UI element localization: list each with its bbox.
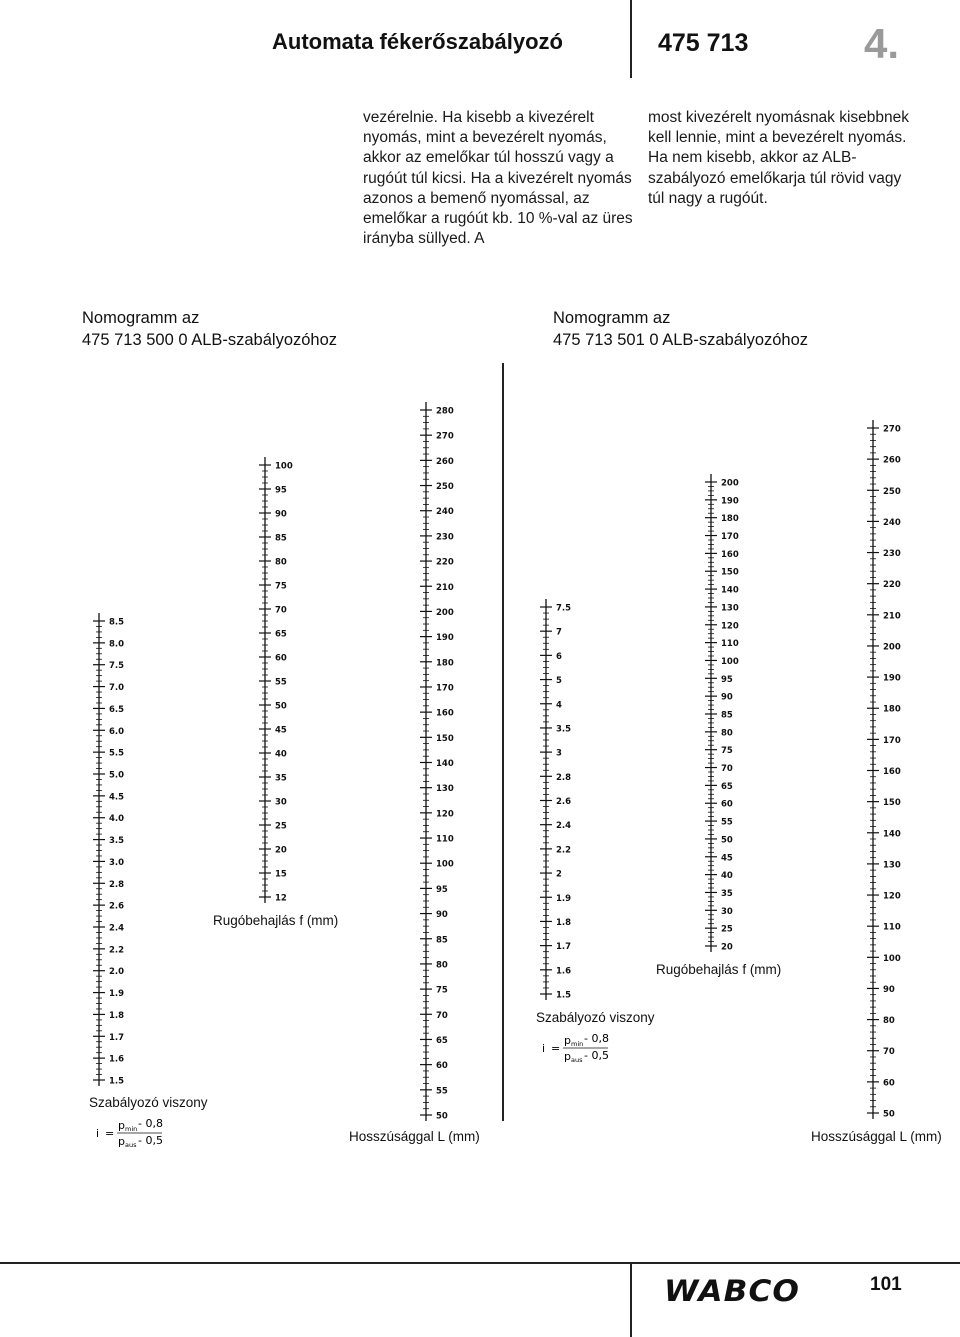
scale-label: 25 bbox=[275, 821, 287, 832]
formula-eq: = bbox=[105, 1127, 115, 1140]
scale-label: 2.4 bbox=[109, 923, 125, 934]
scale-label: 2.2 bbox=[109, 945, 125, 956]
scale-label: 45 bbox=[275, 725, 287, 736]
formula-num-p: p bbox=[118, 1119, 125, 1132]
scale-label: 2.0 bbox=[109, 967, 125, 978]
scale-label: 35 bbox=[721, 888, 733, 899]
scale-label: 1.9 bbox=[109, 989, 125, 1000]
scale-label: 220 bbox=[436, 557, 454, 568]
scale-label: 170 bbox=[883, 735, 901, 746]
ratio-caption-right: Szabályozó viszony bbox=[536, 1010, 655, 1025]
scale-label: 140 bbox=[721, 585, 739, 596]
scale-label: 3 bbox=[556, 748, 562, 759]
scale-label: 80 bbox=[436, 960, 448, 971]
scale-label: 60 bbox=[721, 799, 733, 810]
scale-label: 200 bbox=[721, 478, 739, 489]
scale-label: 160 bbox=[883, 767, 901, 777]
scale-label: 90 bbox=[436, 910, 448, 921]
spring-caption-right: Rugóbehajlás f (mm) bbox=[656, 962, 782, 977]
scale-label: 160 bbox=[436, 708, 454, 719]
scale-label: 75 bbox=[721, 746, 733, 757]
ratio-formula-right bbox=[540, 1028, 620, 1068]
formula-den-rest: - 0,5 bbox=[138, 1134, 163, 1147]
scale-label: 170 bbox=[721, 532, 739, 543]
formula-den-sub: aus bbox=[571, 1056, 583, 1064]
scale-label: 180 bbox=[436, 658, 454, 669]
scale-label: 15 bbox=[275, 869, 287, 880]
scale-label: 90 bbox=[275, 509, 287, 520]
scale-label: 210 bbox=[883, 611, 901, 622]
scale-label: 75 bbox=[436, 985, 448, 996]
scale-label: 110 bbox=[721, 639, 739, 650]
ratio-scale-left bbox=[93, 613, 124, 1087]
scale-label: 260 bbox=[436, 456, 454, 467]
scale-label: 45 bbox=[721, 853, 733, 864]
body-text-left: vezérelnie. Ha kisebb a kivezérelt nyomás, mint a bevezérelt nyomás, akkor az emelőkar túl hosszú vagy a rugóút túl kicsi. Ha a kivezérelt nyomás azonos a bemenő nyomással, az emelőkar a rugóút kb. 10 %-val az üres irányba süllyed. A bbox=[363, 109, 633, 248]
scale-label: 150 bbox=[436, 733, 454, 744]
scale-label: 70 bbox=[436, 1010, 448, 1021]
scale-label: 160 bbox=[721, 549, 739, 560]
scale-label: 40 bbox=[721, 871, 733, 882]
scale-label: 150 bbox=[721, 567, 739, 578]
scale-label: 6.5 bbox=[109, 704, 125, 715]
scale-label: 110 bbox=[883, 922, 901, 933]
scale-label: 200 bbox=[436, 607, 454, 618]
scale-label: 4.0 bbox=[109, 814, 125, 825]
scale-label: 1.8 bbox=[556, 917, 572, 928]
scale-label: 60 bbox=[275, 653, 287, 664]
scale-label: 55 bbox=[275, 677, 287, 688]
scale-label: 220 bbox=[883, 580, 901, 591]
nomogram-title-line1: Nomogramm az bbox=[553, 309, 671, 327]
spring-caption-left: Rugóbehajlás f (mm) bbox=[213, 913, 339, 928]
scale-label: 60 bbox=[436, 1061, 448, 1072]
scale-label: 65 bbox=[275, 629, 287, 640]
scale-label: 120 bbox=[436, 809, 454, 820]
length-scale-right bbox=[867, 420, 901, 1120]
formula-den-sub: aus bbox=[125, 1141, 137, 1149]
scale-label: 30 bbox=[275, 797, 287, 808]
scale-label: 60 bbox=[883, 1078, 895, 1089]
scale-label: 8.0 bbox=[109, 639, 125, 650]
scale-label: 80 bbox=[721, 728, 733, 739]
formula-eq: = bbox=[551, 1042, 561, 1055]
scale-label: 1.9 bbox=[556, 893, 572, 904]
scale-label: 90 bbox=[721, 692, 733, 703]
formula-num-sub: min bbox=[571, 1040, 584, 1048]
scale-label: 2.6 bbox=[109, 901, 125, 912]
scale-label: 250 bbox=[883, 486, 901, 497]
scale-label: 1.5 bbox=[109, 1076, 125, 1087]
spring-scale-right bbox=[705, 474, 739, 953]
scale-label: 70 bbox=[883, 1047, 895, 1058]
scale-label: 5 bbox=[556, 676, 562, 687]
scale-label: 180 bbox=[721, 514, 739, 525]
scale-label: 65 bbox=[436, 1035, 448, 1046]
scale-label: 50 bbox=[883, 1109, 895, 1120]
scale-label: 25 bbox=[721, 924, 733, 935]
scale-label: 130 bbox=[883, 860, 901, 871]
scale-label: 2.8 bbox=[556, 772, 572, 783]
ratio-scale-right bbox=[540, 599, 571, 1001]
scale-label: 180 bbox=[883, 704, 901, 715]
scale-label: 1.6 bbox=[109, 1054, 125, 1065]
formula-num-p: p bbox=[564, 1034, 571, 1047]
scale-label: 130 bbox=[436, 784, 454, 795]
scale-label: 3.0 bbox=[109, 857, 125, 868]
scale-label: 270 bbox=[436, 431, 454, 442]
scale-label: 100 bbox=[275, 461, 293, 472]
wabco-logo-text: WABCO bbox=[664, 1274, 800, 1306]
page-number: 101 bbox=[870, 1274, 902, 1295]
formula-den-p: p bbox=[564, 1050, 571, 1063]
scale-label: 130 bbox=[721, 603, 739, 614]
scale-label: 70 bbox=[275, 605, 287, 616]
scale-label: 190 bbox=[883, 673, 901, 684]
scale-label: 100 bbox=[721, 656, 739, 667]
scale-label: 200 bbox=[883, 642, 901, 653]
scale-label: 4.5 bbox=[109, 792, 125, 803]
ratio-caption-left: Szabályozó viszony bbox=[89, 1095, 208, 1110]
scale-label: 100 bbox=[883, 953, 901, 964]
scale-label: 2.6 bbox=[556, 797, 572, 807]
scale-label: 40 bbox=[275, 749, 287, 760]
wabco-logo bbox=[664, 1274, 804, 1306]
scale-label: 95 bbox=[721, 674, 733, 685]
formula-num-rest: - 0,8 bbox=[584, 1032, 609, 1045]
scale-label: 1.5 bbox=[556, 990, 572, 1001]
scale-label: 50 bbox=[721, 835, 733, 846]
scale-label: 12 bbox=[275, 893, 287, 904]
scale-label: 30 bbox=[721, 906, 733, 917]
body-text-right: most kivezérelt nyomásnak kisebbnek kell lennie, mint a bevezérelt nyomás. Ha nem kisebb, akkor az ALB-szabályozó emelőkarja túl rövid vagy túl nagy a rugóút. bbox=[648, 109, 910, 207]
scale-label: 55 bbox=[721, 817, 733, 828]
scale-label: 140 bbox=[436, 759, 454, 769]
scale-label: 2.4 bbox=[556, 821, 572, 832]
scale-label: 5.5 bbox=[109, 748, 125, 759]
scale-label: 85 bbox=[721, 710, 733, 721]
formula-num-rest: - 0,8 bbox=[138, 1117, 163, 1130]
scale-label: 3.5 bbox=[556, 724, 572, 735]
scale-label: 90 bbox=[883, 984, 895, 995]
scale-label: 85 bbox=[275, 533, 287, 544]
scale-label: 150 bbox=[883, 798, 901, 809]
document-title: Automata fékerőszabályozó bbox=[272, 29, 563, 54]
scale-label: 50 bbox=[275, 701, 287, 712]
scale-label: 80 bbox=[883, 1016, 895, 1027]
ratio-formula-left bbox=[94, 1113, 174, 1153]
scale-label: 210 bbox=[436, 582, 454, 593]
scale-label: 1.6 bbox=[556, 966, 572, 977]
scale-label: 240 bbox=[883, 517, 901, 528]
formula-den-p: p bbox=[118, 1135, 125, 1148]
scale-label: 7.5 bbox=[109, 661, 125, 672]
scale-label: 2.8 bbox=[109, 879, 125, 890]
scale-label: 270 bbox=[883, 424, 901, 435]
length-scale-left bbox=[420, 402, 454, 1122]
scale-label: 170 bbox=[436, 683, 454, 694]
scale-label: 70 bbox=[721, 764, 733, 775]
scale-label: 5.0 bbox=[109, 770, 125, 781]
scale-label: 100 bbox=[436, 859, 454, 870]
scale-label: 6 bbox=[556, 651, 562, 662]
scale-label: 260 bbox=[883, 455, 901, 466]
scale-label: 20 bbox=[721, 942, 733, 953]
scale-label: 1.7 bbox=[109, 1032, 125, 1043]
scale-label: 120 bbox=[883, 891, 901, 902]
scale-label: 20 bbox=[275, 845, 287, 856]
scale-label: 7.5 bbox=[556, 603, 572, 614]
scale-label: 95 bbox=[275, 485, 287, 496]
length-caption-left: Hosszúsággal L (mm) bbox=[349, 1129, 480, 1144]
scale-label: 55 bbox=[436, 1086, 448, 1097]
scale-label: 3.5 bbox=[109, 836, 125, 847]
nomogram-title-line1: Nomogramm az bbox=[82, 309, 200, 327]
scale-label: 35 bbox=[275, 773, 287, 784]
chapter-number: 4. bbox=[864, 20, 900, 67]
scale-label: 230 bbox=[436, 532, 454, 543]
length-caption-right: Hosszúsággal L (mm) bbox=[811, 1129, 942, 1144]
scale-label: 85 bbox=[436, 935, 448, 946]
scale-label: 2 bbox=[556, 869, 562, 880]
scale-label: 80 bbox=[275, 557, 287, 568]
scale-label: 1.7 bbox=[556, 942, 572, 953]
product-code: 475 713 bbox=[658, 29, 749, 57]
scale-label: 2.2 bbox=[556, 845, 572, 856]
nomogram-title-line2: 475 713 500 0 ALB-szabályozóhoz bbox=[82, 331, 338, 349]
scale-label: 95 bbox=[436, 884, 448, 895]
spring-scale-left bbox=[259, 457, 293, 904]
scale-label: 75 bbox=[275, 581, 287, 592]
scale-label: 240 bbox=[436, 507, 454, 518]
scale-label: 230 bbox=[883, 549, 901, 560]
formula-den-rest: - 0,5 bbox=[584, 1049, 609, 1062]
scale-label: 110 bbox=[436, 834, 454, 845]
scale-label: 190 bbox=[721, 496, 739, 507]
footer-rule bbox=[0, 1262, 960, 1264]
scale-label: 120 bbox=[721, 621, 739, 632]
scale-label: 4 bbox=[556, 700, 562, 711]
scale-label: 65 bbox=[721, 781, 733, 792]
footer-divider bbox=[630, 1262, 632, 1337]
scale-label: 50 bbox=[436, 1111, 448, 1122]
formula-i: i bbox=[542, 1042, 546, 1055]
scale-label: 8.5 bbox=[109, 617, 125, 628]
scale-label: 280 bbox=[436, 406, 454, 417]
scale-label: 1.8 bbox=[109, 1010, 125, 1021]
scale-label: 190 bbox=[436, 633, 454, 644]
scale-label: 6.0 bbox=[109, 726, 125, 737]
nomogram-title-line2: 475 713 501 0 ALB-szabályozóhoz bbox=[553, 331, 809, 349]
scale-label: 140 bbox=[883, 829, 901, 840]
formula-i: i bbox=[96, 1127, 100, 1140]
scale-label: 7 bbox=[556, 627, 562, 638]
scale-label: 7.0 bbox=[109, 683, 125, 694]
scale-label: 250 bbox=[436, 482, 454, 493]
formula-num-sub: min bbox=[125, 1125, 138, 1133]
